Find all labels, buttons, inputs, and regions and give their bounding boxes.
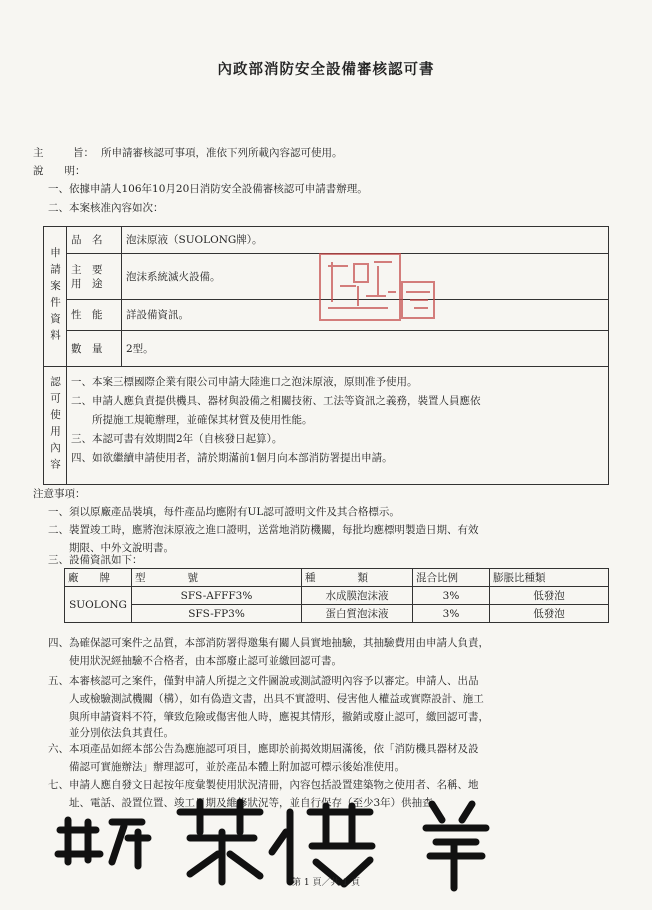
row-value-name: 泡沫原液（SUOLONG牌）。	[122, 227, 609, 254]
notes-label: 注意事項：	[33, 488, 86, 500]
note-6-line-1: 六、本項產品如經本部公告為應施認可項目，應即於前揭效期屆滿後，依「消防機具器材及設	[48, 743, 479, 755]
row-value-usage: 泡沫系統滅火設備。	[122, 254, 609, 300]
note-5-line-4: 並分別依法負其責任。	[48, 727, 174, 739]
note-7-line-1: 七、申請人應自發文日起按年度彙製使用狀況清冊，內容包括設置建築物之使用者、名稱、地	[48, 779, 479, 791]
explanation-label: 說 明：	[33, 165, 86, 177]
note-7-line-2: 址、電話、設置位置、竣工日期及維修狀況等，並自行保存（至少3年）供抽查。	[48, 797, 444, 809]
rec-line-3: 所提施工規範辦理，並確保其材質及使用性能。	[71, 414, 313, 426]
expansion-cell: 低發泡	[490, 587, 609, 605]
page-number: 第 1 頁／共 1 頁	[292, 878, 360, 888]
kind-cell: 水成膜泡沫液	[302, 587, 413, 605]
official-seal-stamp	[318, 252, 436, 324]
note-6-line-2: 備認可實施辦法」辦理認可，並於產品本體上附加認可標示後始准使用。	[48, 761, 405, 773]
rec-line-4: 三、本認可書有效期間2年（自核發日起算）。	[71, 433, 283, 445]
note-3: 三、設備資訊如下：	[48, 554, 143, 566]
header-brand: 廠 牌	[65, 569, 132, 587]
header-ratio: 混合比例	[413, 569, 490, 587]
brand-cell: SUOLONG	[65, 587, 132, 623]
subject-label-1: 主	[33, 147, 44, 159]
row-key-quantity: 數 量	[67, 331, 122, 367]
rec-line-1: 一、本案三標國際企業有限公司申請大陸進口之泡沫原液，原則准予使用。	[71, 376, 418, 388]
subject-text: 所申請審核認可事項，准依下列所載內容認可使用。	[101, 147, 343, 159]
ratio-cell: 3%	[413, 605, 490, 623]
recognition-side-label: 認可使用內容	[44, 367, 67, 485]
kind-cell: 蛋白質泡沫液	[302, 605, 413, 623]
header-model: 型 號	[132, 569, 302, 587]
note-4-line-1: 四、為確保認可案件之品質，本部消防署得邀集有關人員實地抽驗，其抽驗費用由申請人負責，	[48, 637, 489, 649]
model-cell: SFS-FP3%	[132, 605, 302, 623]
explanation-item-2: 二、本案核准內容如次：	[48, 202, 164, 214]
application-side-label: 申請案件資料	[44, 227, 67, 367]
ratio-cell: 3%	[413, 587, 490, 605]
header-kind: 種 類	[302, 569, 413, 587]
note-1: 一、須以原廠產品裝填，每件產品均應附有UL認可證明文件及其合格標示。	[48, 506, 400, 518]
note-5-line-3: 與所申請資料不符，肇致危險或傷害他人時，應視其情形，撤銷或廢止認可，繳回認可書，	[48, 711, 489, 723]
note-2-line-2: 期限、中外文說明書。	[48, 542, 174, 554]
rec-line-2: 二、申請人應負責提供機具、器材與設備之相關技術、工法等資訊之義務，裝置人員應依	[71, 395, 481, 407]
row-value-quantity: 2型。	[122, 331, 609, 367]
rec-line-5: 四、如欲繼續申請使用者，請於期滿前1個月向本部消防署提出申請。	[71, 452, 393, 464]
model-cell: SFS-AFFF3%	[132, 587, 302, 605]
equipment-info-table	[64, 568, 609, 623]
row-key-performance: 性 能	[67, 300, 122, 331]
note-5-line-1: 五、本審核認可之案件，僅對申請人所提之文件圖說或測試證明內容予以審定。申請人、出品	[48, 675, 479, 687]
subject-label-2: 旨：	[73, 147, 94, 159]
note-4-line-2: 使用狀況經抽驗不合格者，由本部廢止認可並繳回認可書。	[48, 655, 342, 667]
document-title: 內政部消防安全設備審核認可書	[217, 61, 435, 78]
row-value-performance: 詳設備資訊。	[122, 300, 609, 331]
row-key-usage: 主 要 用 途	[67, 254, 122, 300]
note-5-line-2: 人或檢驗測試機關（構），如有偽造文書，出具不實證明、侵害他人權益或實際設計、施工	[48, 693, 484, 705]
header-expansion: 膨脹比種類	[490, 569, 609, 587]
explanation-item-1: 一、依據申請人106年10月20日消防安全設備審核認可申請書辦理。	[48, 183, 368, 195]
row-key-name: 品 名	[67, 227, 122, 254]
expansion-cell: 低發泡	[490, 605, 609, 623]
note-2-line-1: 二、裝置竣工時，應將泡沫原液之進口證明，送當地消防機關，每批均應標明製造日期、有效	[48, 524, 479, 536]
